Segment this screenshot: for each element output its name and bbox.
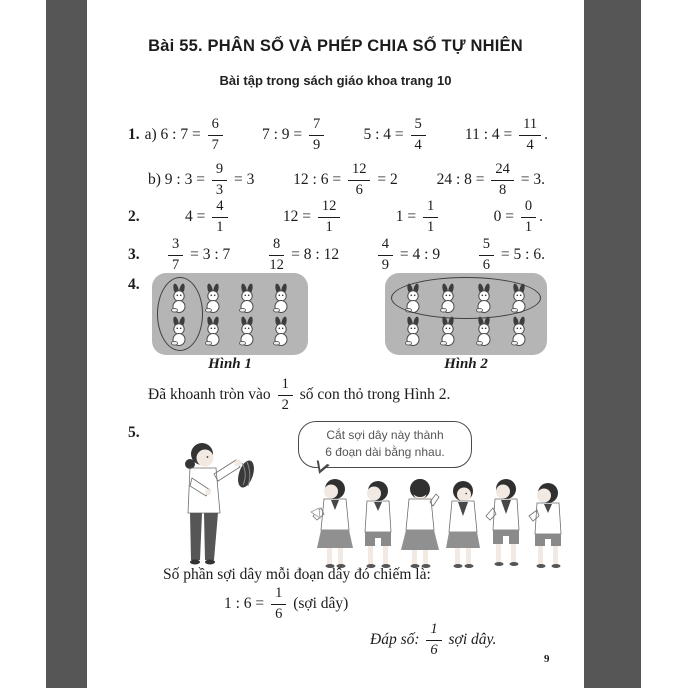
problem-5-equation — [224, 582, 348, 626]
figure-1-caption: Hình 1 — [208, 356, 252, 372]
rabbit-icon — [236, 283, 258, 313]
fraction: $\frac{0}{1}$ — [521, 199, 536, 234]
fraction: $\frac{24}{8}$ — [491, 162, 514, 197]
student-figure — [401, 479, 439, 568]
fraction: $\frac{12}{6}$ — [348, 162, 371, 197]
student-figure — [446, 481, 480, 568]
problem-5-answer — [370, 618, 496, 662]
equation-6-div-7: 1. a) 6 : 7 = $\frac{6}{7}$ — [128, 117, 226, 152]
fraction: $\frac{1}{2}$ — [278, 377, 293, 412]
fraction: $\frac{1}{1}$ — [423, 199, 438, 234]
fraction: $\frac{5}{4}$ — [411, 117, 426, 152]
fraction: $\frac{3}{7}$ — [168, 237, 183, 272]
equation-4-9-as-division: $\frac{4}{9}$ = 4 : 9 — [375, 237, 440, 272]
equation-8-12-as-division: $\frac{8}{12}$ = 8 : 12 — [269, 236, 340, 273]
problem-1-number: 1. — [128, 126, 140, 143]
equation-11-div-4: 11 : 4 = $\frac{11}{4}$ . — [464, 116, 548, 153]
equation-0-as-fraction: 0 = $\frac{0}{1}$ . — [493, 198, 543, 235]
circled-group-ellipse — [391, 277, 541, 319]
student-figure — [311, 479, 353, 568]
scan-border-left — [46, 0, 87, 688]
equation-1-as-fraction: 1 = $\frac{1}{1}$ — [396, 199, 442, 234]
problem-3-row — [165, 233, 545, 277]
fraction: $\frac{12}{1}$ — [318, 199, 341, 234]
student-figure — [486, 479, 519, 566]
rabbit-icon — [508, 316, 530, 346]
rabbit-icon — [473, 316, 495, 346]
speech-bubble-line2: 6 đoạn dài bằng nhau. — [325, 445, 445, 460]
speech-bubble-line1: Cắt sợi dây này thành — [326, 428, 444, 442]
scan-border-right — [584, 0, 641, 688]
student-figure — [365, 481, 391, 568]
problem-4-number: 4. — [128, 276, 140, 293]
circled-group-ellipse — [157, 277, 203, 351]
rabbit-icon — [437, 316, 459, 346]
equation-12-as-fraction: 12 = $\frac{12}{1}$ — [283, 199, 344, 234]
figure-2-rabbit-box — [385, 273, 547, 355]
lesson-title: Bài 55. PHÂN SỐ VÀ PHÉP CHIA SỐ TỰ NHIÊN — [148, 37, 523, 55]
rabbit-icon — [236, 316, 258, 346]
speech-bubble — [298, 421, 472, 468]
rabbit-icon — [270, 316, 292, 346]
fraction: $\frac{1}{6}$ — [426, 622, 441, 657]
fraction: $\frac{4}{1}$ — [212, 199, 227, 234]
equation-5-6-as-division: $\frac{5}{6}$ = 5 : 6. — [476, 237, 545, 272]
student-figure — [529, 483, 561, 568]
answer-line: Đáp số: $\frac{1}{6}$ sợi dây. — [370, 621, 497, 658]
fraction: $\frac{8}{12}$ — [269, 236, 284, 273]
equation-7-div-9: 7 : 9 = $\frac{7}{9}$ — [262, 117, 327, 152]
problem-1-row-a — [128, 113, 548, 157]
fraction: $\frac{9}{3}$ — [212, 162, 227, 197]
equation-12-div-6: 12 : 6 = $\frac{12}{6}$ = 2 — [293, 161, 398, 198]
rabbit-icon — [202, 283, 224, 313]
equation-9-div-3: b) 9 : 3 = $\frac{9}{3}$ = 3 — [148, 161, 255, 198]
fraction: $\frac{1}{6}$ — [271, 586, 286, 621]
page-number: 9 — [544, 653, 550, 665]
problem-2-number: 2. — [128, 208, 140, 225]
problem-5-conclusion: Số phần sợi dây mỗi đoạn dây đó chiếm là: — [163, 566, 431, 583]
equation-3-7-as-division: $\frac{3}{7}$ = 3 : 7 — [165, 237, 230, 272]
fraction: $\frac{11}{4}$ — [519, 117, 541, 152]
equation-24-div-8: 24 : 8 = $\frac{24}{8}$ = 3. — [436, 161, 545, 198]
rabbit-icon — [402, 316, 424, 346]
note-sentence: Đã khoanh tròn vào $\frac{1}{2}$ số con thỏ trong Hình 2. — [148, 376, 451, 413]
teacher-figure — [185, 443, 257, 565]
problem-4-note — [148, 373, 450, 417]
lesson-subtitle: Bài tập trong sách giáo khoa trang 10 — [219, 73, 452, 88]
equation-1-div-6: 1 : 6 = $\frac{1}{6}$ (sợi dây) — [224, 585, 349, 622]
fraction: $\frac{4}{9}$ — [378, 237, 393, 272]
equation-4-as-fraction: 4 = $\frac{4}{1}$ — [185, 199, 231, 234]
figure-1-rabbit-box — [152, 273, 308, 355]
fraction: $\frac{7}{9}$ — [309, 117, 324, 152]
problem-5-number: 5. — [128, 424, 140, 441]
figure-2-caption: Hình 2 — [444, 356, 488, 372]
rabbit-icon — [202, 316, 224, 346]
fraction: $\frac{6}{7}$ — [208, 117, 223, 152]
fraction: $\frac{5}{6}$ — [479, 237, 494, 272]
equation-5-div-4: 5 : 4 = $\frac{5}{4}$ — [363, 117, 428, 152]
rabbit-icon — [270, 283, 292, 313]
problem-3-number: 3. — [128, 246, 140, 263]
